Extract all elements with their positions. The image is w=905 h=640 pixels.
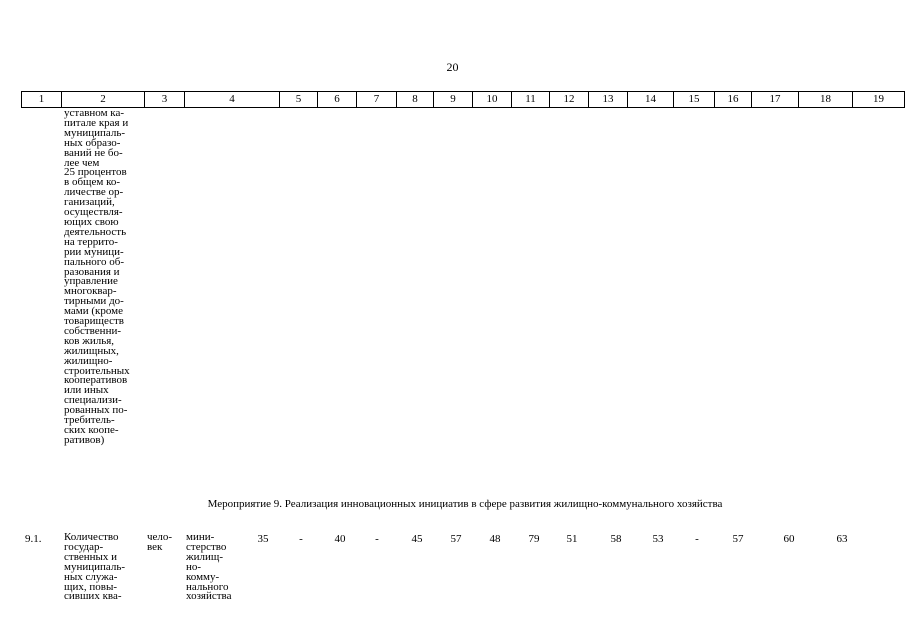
header-cell: 1 bbox=[22, 92, 62, 108]
value-cell: 79 bbox=[528, 533, 540, 545]
page-number: 20 bbox=[446, 60, 459, 74]
header-cell: 2 bbox=[62, 92, 145, 108]
value-cell: 51 bbox=[566, 533, 578, 545]
value-cell: 40 bbox=[334, 533, 346, 545]
section-title: Мероприятие 9. Реализация инновационных инициатив в сфере развития жилищно-коммунального хозяйства bbox=[207, 498, 723, 510]
value-cell: 57 bbox=[732, 533, 744, 545]
header-cell: 15 bbox=[674, 92, 715, 108]
header-cell: 4 bbox=[185, 92, 280, 108]
header-cell: 17 bbox=[752, 92, 799, 108]
responsible-executor: мини- стерство жилищ- но- комму- нального хозяйства bbox=[186, 531, 232, 603]
header-cell: 11 bbox=[512, 92, 550, 108]
indicator-name: Количество государ- ственных и муниципаль- ных служа- щих, повы- сивших ква- bbox=[64, 531, 126, 603]
header-cell: 5 bbox=[280, 92, 318, 108]
value-cell: 48 bbox=[489, 533, 501, 545]
header-cell: 16 bbox=[715, 92, 752, 108]
column-number-header bbox=[21, 91, 905, 108]
header-cell: 3 bbox=[145, 92, 185, 108]
header-cell: 10 bbox=[473, 92, 512, 108]
header-cell: 12 bbox=[550, 92, 589, 108]
value-cell: - bbox=[695, 533, 699, 545]
value-cell: 45 bbox=[411, 533, 423, 545]
header-cell: 8 bbox=[397, 92, 434, 108]
header-cell: 19 bbox=[853, 92, 905, 108]
header-row bbox=[22, 92, 905, 108]
header-cell: 14 bbox=[628, 92, 674, 108]
unit-of-measure: чело- век bbox=[147, 531, 173, 553]
value-cell: 35 bbox=[257, 533, 269, 545]
header-cell: 13 bbox=[589, 92, 628, 108]
header-cell: 9 bbox=[434, 92, 473, 108]
continued-indicator-text: уставном ка- питале края и муниципаль- ных образо- ваний не бо- лее чем 25 процентов в общем ко- личестве ор- ганизаций, осуществля- ющих свою деятельность на террито- рии муници- пального об- разования и управление многоквар- тирными до- мами (кроме товариществ собственни- ков жилья, жилищных, жилищно- строительных кооперативов или иных специализи- рованных по- требитель- ских коопе- ративов) bbox=[64, 107, 130, 446]
value-cell: 53 bbox=[652, 533, 664, 545]
header-cell: 6 bbox=[318, 92, 357, 108]
value-cell: 60 bbox=[783, 533, 795, 545]
value-cell: 63 bbox=[836, 533, 848, 545]
value-cell: - bbox=[299, 533, 303, 545]
row-number: 9.1. bbox=[25, 533, 42, 545]
value-cell: 57 bbox=[450, 533, 462, 545]
header-cell: 7 bbox=[357, 92, 397, 108]
value-cell: - bbox=[375, 533, 379, 545]
value-cell: 58 bbox=[610, 533, 622, 545]
header-cell: 18 bbox=[799, 92, 853, 108]
